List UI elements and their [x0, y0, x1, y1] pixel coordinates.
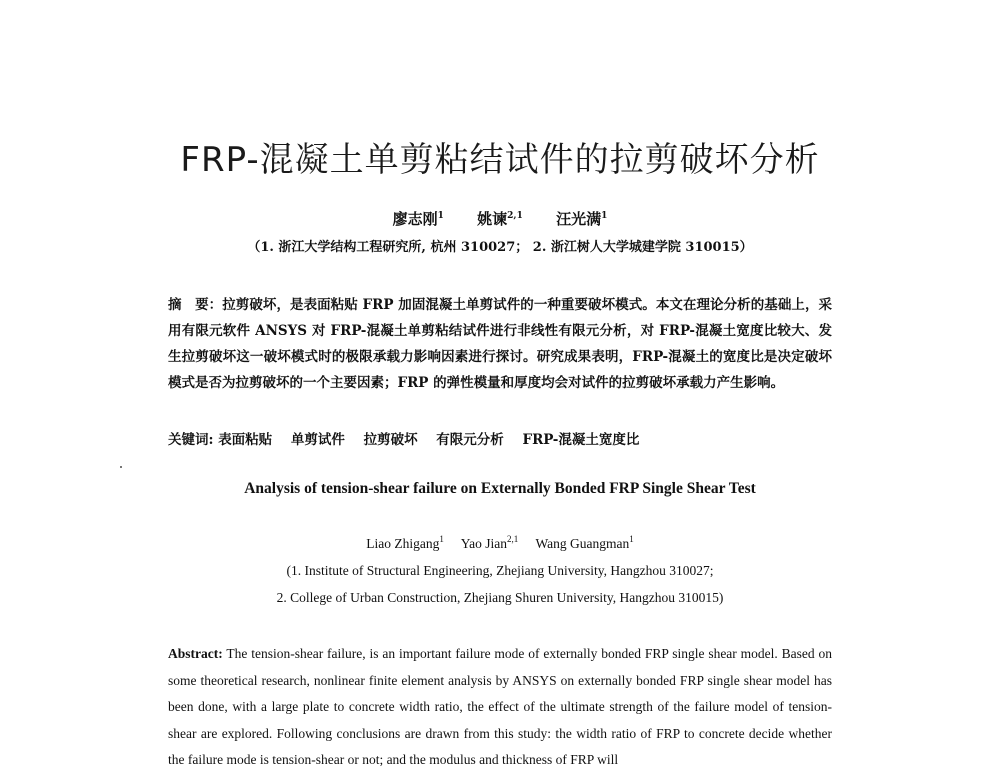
abstract-text-chinese: 拉剪破坏，是表面粘贴 FRP 加固混凝土单剪试件的一种重要破坏模式。本文在理论分析的基础上，采用有限元软件 ANSYS 对 FRP-混凝土单剪粘结试件进行非线性有限元分析，对 FRP-混凝土宽度比较大、发生拉剪破坏这一破坏模式时的极限承载力影响因素进行探讨。研究成果表明，FRP-混凝土的宽度比是决定破坏模式是否为拉剪破坏的一个主要因素；FRP 的弹性模量和厚度均会对试件的拉剪破坏承载力产生影响。 [168, 297, 833, 391]
abstract-label-chinese: 摘 要： [168, 297, 223, 313]
paper-title-chinese: FRP-混凝土单剪粘结试件的拉剪破坏分析 [180, 140, 820, 180]
abstract-english [168, 641, 832, 774]
scan-speck [120, 466, 122, 468]
keyword: 表面粘贴 [218, 432, 273, 448]
affiliation-english-line-1: (1. Institute of Structural Engineering, Zhejiang University, Hangzhou 310027; [286, 563, 714, 578]
keyword: 单剪试件 [290, 432, 345, 448]
keyword: 有限元分析 [436, 432, 504, 448]
author-list-english [0, 536, 1000, 552]
author-affiliation-mark: 2,1 [507, 534, 519, 544]
abstract-label-english: Abstract: [168, 646, 223, 661]
author-name: Wang Guangman [535, 536, 630, 551]
author-affiliation-mark: 1 [629, 534, 634, 544]
paper-title-english: Analysis of tension-shear failure on Externally Bonded FRP Single Shear Test [244, 480, 756, 497]
keyword: 拉剪破坏 [363, 432, 418, 448]
author-name: Yao Jian [460, 536, 508, 551]
author-affiliation-mark: 1 [439, 534, 444, 544]
author-affiliation-mark: 2,1 [507, 211, 523, 221]
author-name: Liao Zhigang [366, 536, 440, 551]
affiliation-english-line-2: 2. College of Urban Construction, Zhejiang Shuren University, Hangzhou 310015) [276, 590, 724, 605]
keywords-chinese [168, 428, 832, 448]
author-name: 姚谏 [477, 210, 508, 228]
author-name: 廖志刚 [392, 210, 438, 228]
author-name: 汪光满 [556, 210, 602, 228]
abstract-chinese [168, 292, 832, 396]
author-affiliation-mark: 1 [601, 211, 608, 221]
affiliation-chinese: （1. 浙江大学结构工程研究所, 杭州 310027； 2. 浙江树人大学城建学院 310015） [247, 240, 753, 255]
author-list-chinese [0, 208, 1000, 229]
author-affiliation-mark: 1 [437, 211, 444, 221]
abstract-text-english: The tension-shear failure, is an important failure mode of externally bonded FRP single shear model. Based on some theoretical research, nonlinear finite element analysis by ANSYS on externally bonded FRP single shear model has been done, with a large plate to concrete width ratio, the effect of the ultimate strength of the failure model of tension-shear are explored. Following conclusions are drawn from this study: the width ratio of FRP to concrete decide whether the failure mode is tension-shear or not; and the modulus and thickness of FRP will [168, 646, 832, 767]
keyword: FRP-混凝土宽度比 [522, 432, 640, 448]
keywords-label: 关键词: [168, 432, 214, 448]
